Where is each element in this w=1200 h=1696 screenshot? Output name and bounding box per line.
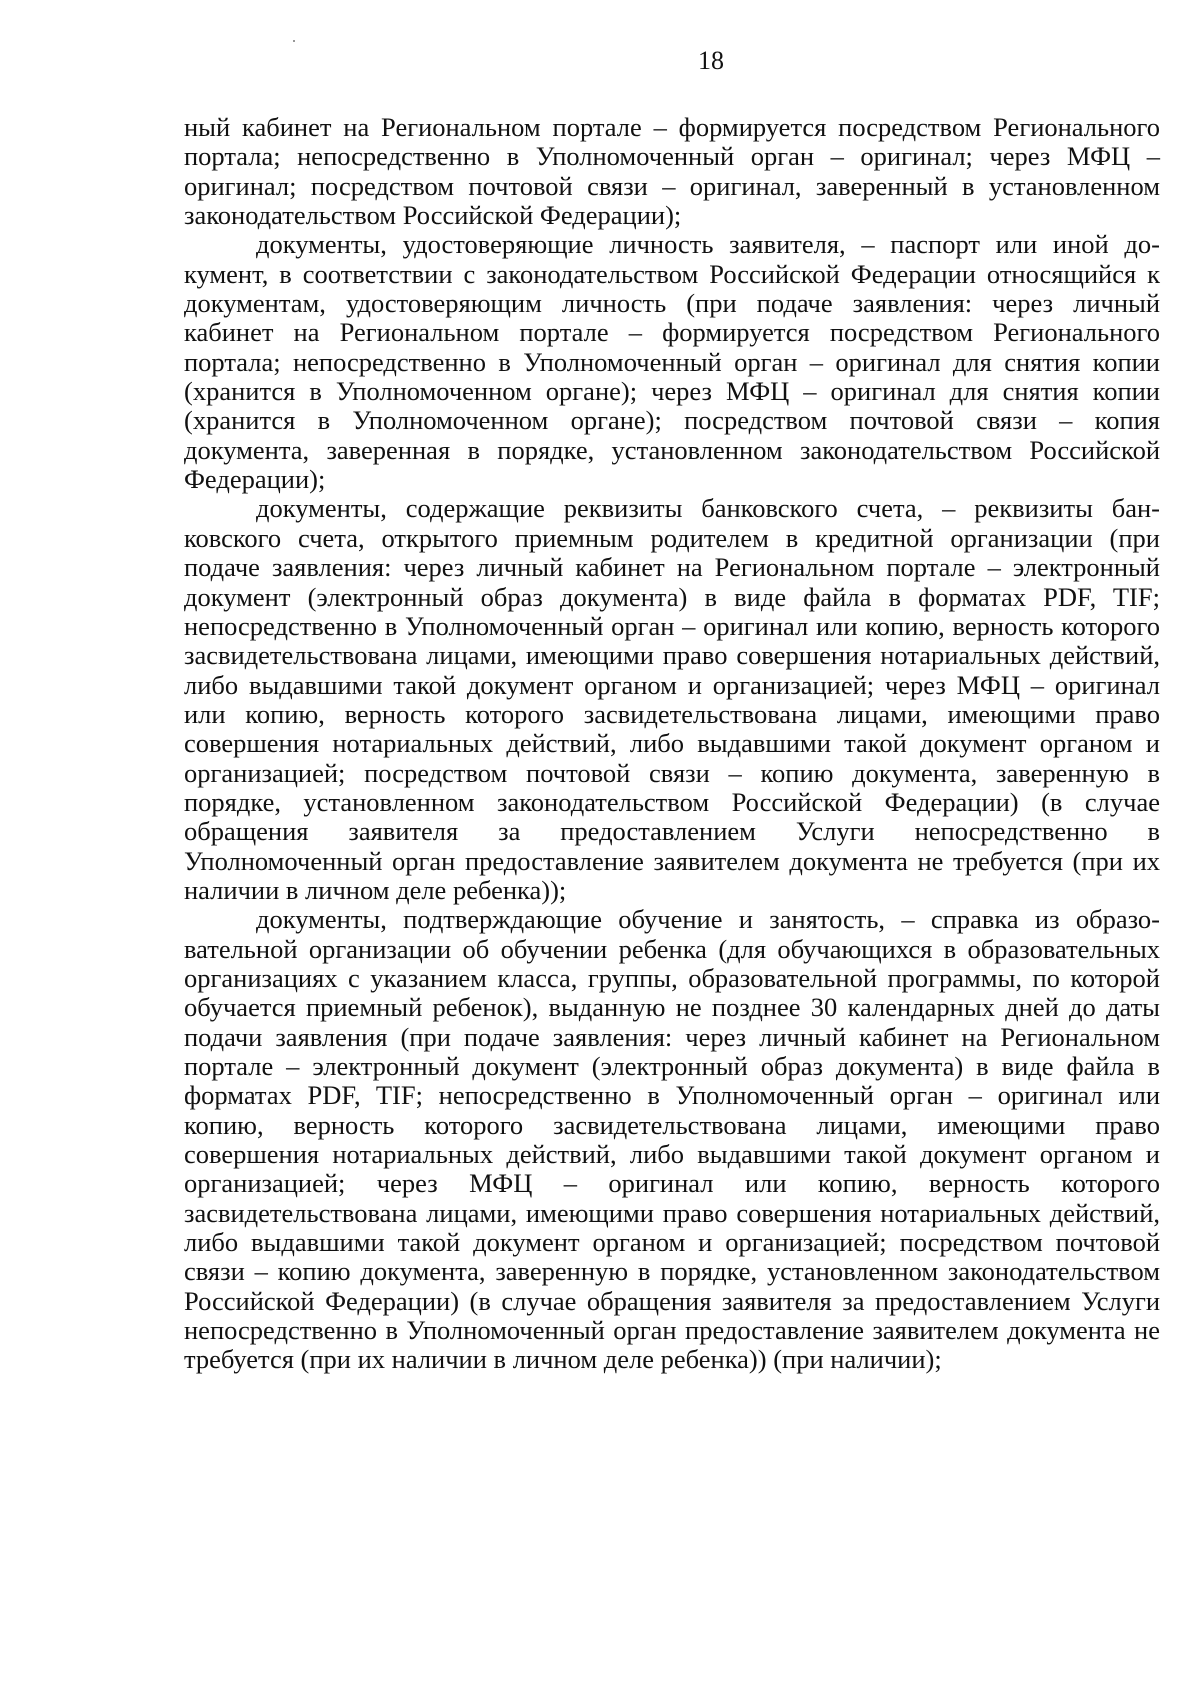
page-number: 18 (698, 46, 724, 75)
paragraph-identity-documents: документы, удостоверяющие личность заявителя, – паспорт или иной документ, в соответствии с законодательством Российской Федерации относящийся к документам, удостоверяющим личность (при подаче заявления: через личный кабинет на Региональном портале – формируется посредством Регионального портала; непосредственно в Уполномоченный орган – оригинал для снятия копии (хранится в Уполномоченном органе); через МФЦ – оригинал для снятия копии (хранится в Уполномоченном органе); посредством почтовой связи – копия документа, заверенная в порядке, установленном законодательством Российской Федерации); (184, 229, 1160, 495)
paragraph-education-documents: документы, подтверждающие обучение и занятость, – справка из образовательной организации об обучении ребенка (для обучающихся в образовательных организациях с указанием класса, группы, образовательной программы, по которой обучается приемный ребенок), выданную не позднее 30 календарных дней до даты подачи заявления (при подаче заявления: через личный кабинет на Региональном портале – электронный документ (электронный образ документа) в виде файла в форматах PDF, TIF; непосредственно в Уполномоченный орган – оригинал или копию, верность которого засвидетельствована лицами, имеющими право совершения нотариальных действий, либо выдавшими такой документ органом и организацией; через МФЦ – оригинал или копию, верность которого засвидетельствована лицами, имеющими право совершения нотариальных действий, либо выдавшими такой документ органом и организацией; посредством почтовой связи – копию документа, заверенную в порядке, установленном законодательством Российской Федерации) (в случае обращения заявителя за предоставлением Услуги непосредственно в Уполномоченный орган предоставление заявителем документа не требуется (при их наличии в личном деле ребенка)) (при наличии); (184, 904, 1160, 1375)
paragraph-bank-details: документы, содержащие реквизиты банковского счета, – реквизиты банковского счета, открытого приемным родителем в кредитной организации (при подаче заявления: через личный кабинет на Региональном портале – электронный документ (электронный образ документа) в виде файла в форматах PDF, TIF; непосредственно в Уполномоченный орган – оригинал или копию, верность которого засвидетельствована лицами, имеющими право совершения нотариальных действий, либо выдавшими такой документ органом и организацией; через МФЦ – оригинал или копию, верность которого засвидетельствована лицами, имеющими право совершения нотариальных действий, либо выдавшими такой документ органом и организацией; посредством почтовой связи – копию документа, заверенную в порядке, установленном законодательством Российской Федерации) (в случае обращения заявителя за предоставлением Услуги непосредственно в Уполномоченный орган предоставление заявителем документа не требуется (при их наличии в личном деле ребенка)); (184, 493, 1160, 905)
paragraph-continuation: ный кабинет на Региональном портале – формируется посредством Регионального портала; непосредственно в Уполномоченный орган – оригинал; через МФЦ – оригинал; посредством почтовой связи – оригинал, заверенный в установленном законодательством Российской Федерации); (184, 112, 1160, 231)
scan-speck (293, 40, 295, 42)
document-body (184, 113, 1160, 1375)
